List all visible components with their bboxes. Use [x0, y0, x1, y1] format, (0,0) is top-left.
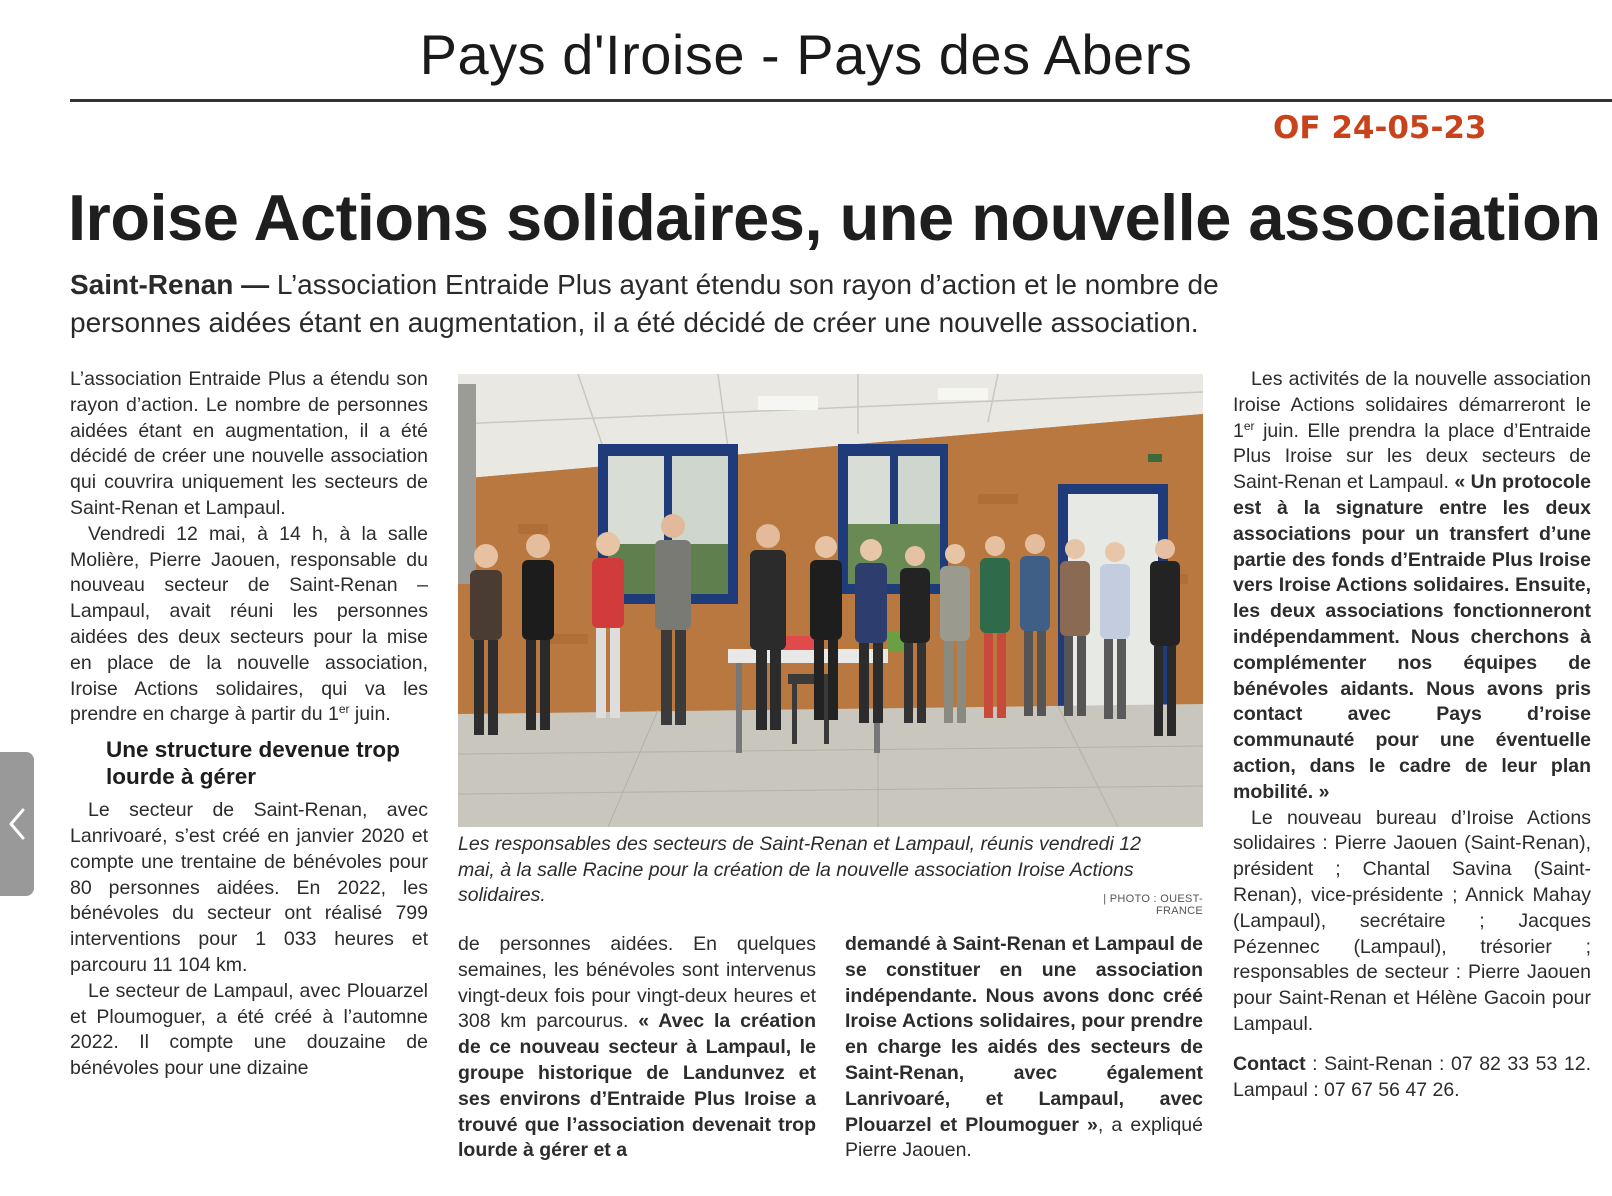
group-photo-illustration — [458, 374, 1203, 827]
paragraph-text: de personnes aidées. En quelques semaines, les bénévoles sont intervenus vingt-deux fois pour vingt-deux heures et 308 km parcourus. — [458, 933, 816, 1033]
quote-text: « Un protocole est à la signature entre les deux associations pour un transfert d’une partie des fonds d’Entraide Plus Iroise vers Iroise Actions solidaires. Ensuite, les deux associations fonctionneront indépendamment. Nous cherchons à complémenter nos équipes de bénévoles aidants. Nous avons pris contact avec Pays d’roise communauté pour une éventuelle action, dans le cadre de leur plan mobilité. » — [1233, 471, 1591, 803]
paragraph-text: juin. Elle prendra la place d’Entraide Plus Iroise sur les deux secteurs de Saint-Renan et Lampaul. — [1233, 419, 1591, 494]
quote-text: demandé à Saint-Renan et Lampaul de se constituer en une association indépendante. Nous avons donc créé Iroise Actions solidaires, pour prendre en charge les aidés des secteurs de Saint-Renan, avec également Lanrivoaré, et Lampaul, avec Plouarzel et Ploumoguer » — [845, 933, 1203, 1136]
paragraph-text: Les activités de la nouvelle association Iroise Actions solidaires démarreront le 1 — [1233, 368, 1591, 442]
paragraph — [845, 932, 1203, 1164]
article-headline: Iroise Actions solidaires, une nouvelle association — [68, 181, 1601, 254]
paragraph — [70, 522, 428, 728]
quote-text: « Avec la création de ce nouveau secteur à Lampaul, le groupe historique de Landunvez et ses environs d’Entraide Plus Iroise a trouvé que l’association devenait trop lourde à gérer et a — [458, 1010, 816, 1162]
contact-label: Contact — [1233, 1052, 1306, 1075]
paragraph-text: Vendredi 12 mai, à 14 h, à la salle Molière, Pierre Jaouen, responsable du nouveau secteur de Saint-Renan – Lampaul, avait réuni les personnes aidées des deux secteurs pour la mise en place de la nouvelle association, Iroise Actions solidaires, qui va les prendre en charge à partir du 1 — [70, 522, 428, 726]
contact-text: : Saint-Renan : 07 82 33 53 12. Lampaul : 07 67 56 47 26. — [1233, 1052, 1591, 1101]
date-stamp: OF 24-05-23 — [1273, 110, 1487, 146]
subheading: Une structure devenue trop lourde à gérer — [106, 737, 400, 790]
photo-caption: Les responsables des secteurs de Saint-Renan et Lampaul, réunis vendredi 12 mai, à la salle Racine pour la création de la nouvelle association Iroise Actions solidaires. — [458, 833, 1141, 906]
paragraph — [1233, 367, 1591, 806]
superscript: er — [338, 702, 350, 717]
article-column-3 — [458, 932, 816, 1164]
superscript: er — [1243, 418, 1255, 433]
article-column-1 — [70, 367, 428, 1082]
chevron-left-icon — [6, 806, 28, 842]
paragraph-text: juin. — [349, 703, 391, 726]
paragraph: Le nouveau bureau d’Iroise Actions solidaires : Pierre Jaouen (Saint-Renan), président ; Chantal Savina (Saint-Renan), vice-présidente ; Annick Mahay (Lampaul), secrétaire ; Jacques Pézennec (Lampaul), trésorier ; responsables de secteur : Pierre Jaouen pour Saint-Renan et Hélène Gacoin pour Lampaul. — [1233, 806, 1591, 1035]
article-column-5 — [1233, 367, 1591, 1103]
lead-dateline: Saint-Renan — — [70, 269, 270, 300]
contact-block — [1233, 1052, 1591, 1104]
masthead-rule — [70, 99, 1612, 102]
paragraph: Le secteur de Lampaul, avec Plouarzel et Ploumoguer, a été créé à l’automne 2022. Il compte une douzaine de bénévoles pour une dizaine — [70, 979, 428, 1080]
paragraph — [458, 932, 816, 1164]
article-column-4 — [845, 932, 1203, 1164]
paragraph: Le secteur de Saint-Renan, avec Lanrivoaré, s’est créé en janvier 2020 et compte une trentaine de bénévoles pour 80 personnes aidées. En 2022, les bénévoles du secteur ont réalisé 799 interventions pour 1 033 heures et parcouru 11 104 km. — [70, 799, 428, 976]
contact-line — [1233, 1052, 1591, 1104]
article-photo — [458, 374, 1203, 827]
section-masthead: Pays d'Iroise - Pays des Abers — [419, 23, 1193, 86]
previous-page-tab[interactable] — [0, 752, 34, 896]
photo-credit: | PHOTO : OUEST-FRANCE — [1103, 893, 1203, 917]
article-lead — [70, 266, 1350, 342]
paragraph: L’association Entraide Plus a étendu son rayon d’action. Le nombre de personnes aidées étant en augmentation, il a été décidé de créer une nouvelle association qui couvrira uniquement les secteurs de Saint-Renan et Lampaul. — [70, 368, 428, 519]
lead-text: L’association Entraide Plus ayant étendu son rayon d’action et le nombre de personnes aidées étant en augmentation, il a été décidé de créer une nouvelle association. — [70, 269, 1219, 338]
paragraph-text: , a expliqué Pierre Jaouen. — [845, 1113, 1203, 1162]
